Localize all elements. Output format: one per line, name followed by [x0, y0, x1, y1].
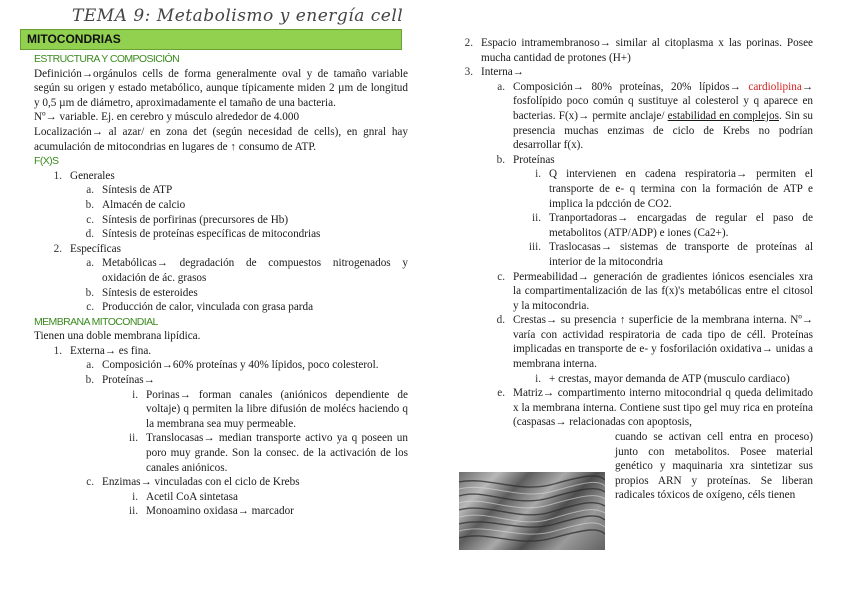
list-marker: 3. [464, 66, 473, 79]
list-marker: c. [86, 301, 94, 314]
list-item [78, 358, 408, 373]
list-item [78, 286, 408, 301]
list-text: Síntesis de porfirinas (precursores de Hb) [102, 213, 289, 226]
list-item [519, 211, 813, 240]
list-item [78, 373, 408, 388]
right-column [457, 36, 813, 503]
list-marker: i. [132, 490, 138, 503]
list-text: Acetil CoA sintetasa [146, 490, 238, 503]
section-banner-label: MITOCONDRIAS [27, 32, 121, 46]
list-item [118, 504, 408, 519]
list-text: Traslocasas→ sistemas de transporte de proteínas al interior de la mitocondria [549, 241, 813, 268]
list-marker: 2. [53, 242, 62, 255]
list-marker: a. [86, 257, 94, 270]
list-text: Proteínas [513, 153, 555, 166]
list-item [489, 313, 813, 371]
list-text: Composición→60% proteínas y 40% lípidos, poco colesterol. [102, 359, 379, 372]
list-item [78, 300, 408, 315]
list-marker: e. [497, 387, 505, 400]
list-marker: 1. [53, 344, 62, 357]
list-marker: i. [535, 168, 541, 181]
list-text: Interna→ [481, 66, 524, 79]
list-marker: a. [497, 80, 505, 93]
list-marker: c. [497, 270, 505, 283]
matrix-text-continued: cuando se activan cell entra en proceso) junto con metabolitos. Posee material genético y maquinaria xra sintetizar sus propios ARN y proteínas. Se liberan radicales tóxicos de oxígeno, céls tienen [615, 431, 813, 502]
micrograph-texture [459, 472, 605, 550]
list-marker: d. [496, 314, 505, 327]
list-text: Crestas→ su presencia ↑ superficie de la membrana interna. Nº→ varía con actividad respiratoria de cada tipo de céll. Proteínas implicadas en transporte de e- y fosforilación oxidativa→ unidas a membrana interna. [513, 314, 813, 371]
list-item [78, 227, 408, 242]
location-text: Localización→ al azar/ en zona det (según necesidad de cells), en gnral hay acumulación de mitocondrias en lugares de ↑ consumo de ATP. [34, 125, 408, 153]
heading-membrane: MEMBRANA MITOCONDIAL [34, 315, 158, 328]
list-marker: i. [535, 372, 541, 385]
list-text: Síntesis de proteínas específicas de mitocondrias [102, 228, 321, 241]
list-item [489, 270, 813, 314]
list-marker: 1. [53, 169, 62, 182]
heading-functions: F(X)S [34, 155, 59, 168]
list-item [489, 153, 813, 168]
list-text: Síntesis de esteroides [102, 286, 198, 299]
list-item [78, 183, 408, 198]
composition-part: → fosfolípido poco común q sustituye al colesterol y q aparece en bacterias. F(x)→ permite anclaje/ [513, 80, 813, 122]
list-text: Monoamino oxidasa→ marcador [146, 505, 294, 518]
list-item [457, 65, 813, 80]
composition-part: Composición→ 80% proteínas, 20% lípidos→ [513, 80, 749, 93]
list-text: Permeabilidad→ generación de gradientes iónicos esenciales xra la compartimentalización de las f(x)'s metabólicas entre el citosol y la mitocondria. [513, 270, 813, 312]
list-item [118, 490, 408, 505]
list-marker: ii. [128, 432, 138, 445]
list-item [78, 198, 408, 213]
list-item [46, 242, 408, 257]
list-text: Espacio intramembranoso→ similar al citoplasma x las porinas. Posee mucha cantidad de protones (H+) [481, 37, 813, 64]
list-item [489, 80, 813, 153]
list-marker: b. [496, 153, 505, 166]
list-text: Proteínas→ [102, 374, 155, 387]
list-text: Generales [70, 169, 115, 182]
list-marker: 2. [464, 37, 473, 49]
underlined-phrase: estabilidad en complejos [667, 109, 779, 122]
list-text: Almacén de calcio [102, 198, 186, 211]
definition-text: Definición→orgánulos cells de forma generalmente oval y de tamaño variable según su origen y estado metabólico, aunque típicamente miden 2 µm de longitud y 0,5 µm de diámetro, aproximadamente el tamaño de una bacteria. [34, 67, 408, 109]
list-marker: d. [85, 228, 94, 241]
list-text: Enzimas→ vinculadas con el ciclo de Krebs [102, 476, 300, 489]
list-marker: b. [85, 198, 94, 211]
list-text: Producción de calor, vinculada con grasa parda [102, 301, 314, 314]
left-column [34, 52, 408, 519]
list-marker: c. [86, 476, 94, 489]
membrane-intro: Tienen una doble membrana lipídica. [34, 330, 201, 343]
matrix-text: Matriz→ compartimento interno mitocondrial q queda delimitado x la membrana interna. Contiene sust tipo gel muy rica en proteína (caspasas→ relacionadas con apoptosis, [513, 387, 813, 429]
list-text: Externa→ es fina. [70, 344, 152, 357]
list-marker: ii. [531, 212, 541, 225]
list-marker: iii. [528, 241, 541, 254]
composition-text [513, 80, 813, 153]
list-text: Tranportadoras→ encargadas de regular el paso de metabolitos (ATP/ADP) e iones (Ca2+). [549, 212, 813, 239]
list-item [489, 386, 813, 430]
cardiolipina-highlight: cardiolipina [748, 80, 802, 93]
list-text: Específicas [70, 242, 121, 255]
list-text: Translocasas→ median transporte activo ya q poseen un poro muy grande. Son la consec. de la activación de los canales aniónicos. [146, 432, 408, 474]
list-item [78, 475, 408, 490]
mitochondria-micrograph [459, 472, 605, 550]
list-item [46, 169, 408, 184]
list-text: Q intervienen en cadena respiratoria→ permiten el transporte de e- q termina con la formación de ATP e implica la pdcción de CO2. [549, 168, 813, 210]
section-banner [20, 29, 402, 50]
list-item [78, 213, 408, 228]
list-marker: b. [85, 374, 94, 387]
page-title: TEMA 9: Metabolismo y energía cell [72, 6, 404, 26]
heading-structure: ESTRUCTURA Y COMPOSICIÓN [34, 53, 180, 65]
list-marker: a. [86, 184, 94, 197]
list-item [519, 240, 813, 269]
list-marker: ii. [128, 505, 138, 518]
list-marker: i. [132, 388, 138, 401]
list-item [78, 256, 408, 285]
list-item [519, 167, 813, 211]
list-item [46, 344, 408, 359]
list-item [118, 431, 408, 475]
list-text: Porinas→ forman canales (aniónicos dependiente de voltaje) q permiten la libre difusión de molécs haciendo q la membrana sea muy permeable. [146, 388, 408, 430]
list-text: + crestas, mayor demanda de ATP (musculo cardiaco) [549, 372, 790, 385]
list-item [457, 36, 813, 65]
list-marker: a. [86, 359, 94, 372]
list-marker: b. [85, 286, 94, 299]
list-text: Síntesis de ATP [102, 184, 173, 197]
list-item [118, 388, 408, 432]
list-text: Metabólicas→ degradación de compuestos nitrogenados y oxidación de ác. grasos [102, 257, 408, 284]
list-marker: c. [86, 213, 94, 226]
number-text: Nº→ variable. Ej. en cerebro y músculo alrededor de 4.000 [34, 111, 300, 124]
composition-part: . Sin su presencia muchas enzimas de ciclo de Krebs no podrían desarrollar f(x). [513, 109, 814, 152]
list-item [519, 372, 813, 387]
